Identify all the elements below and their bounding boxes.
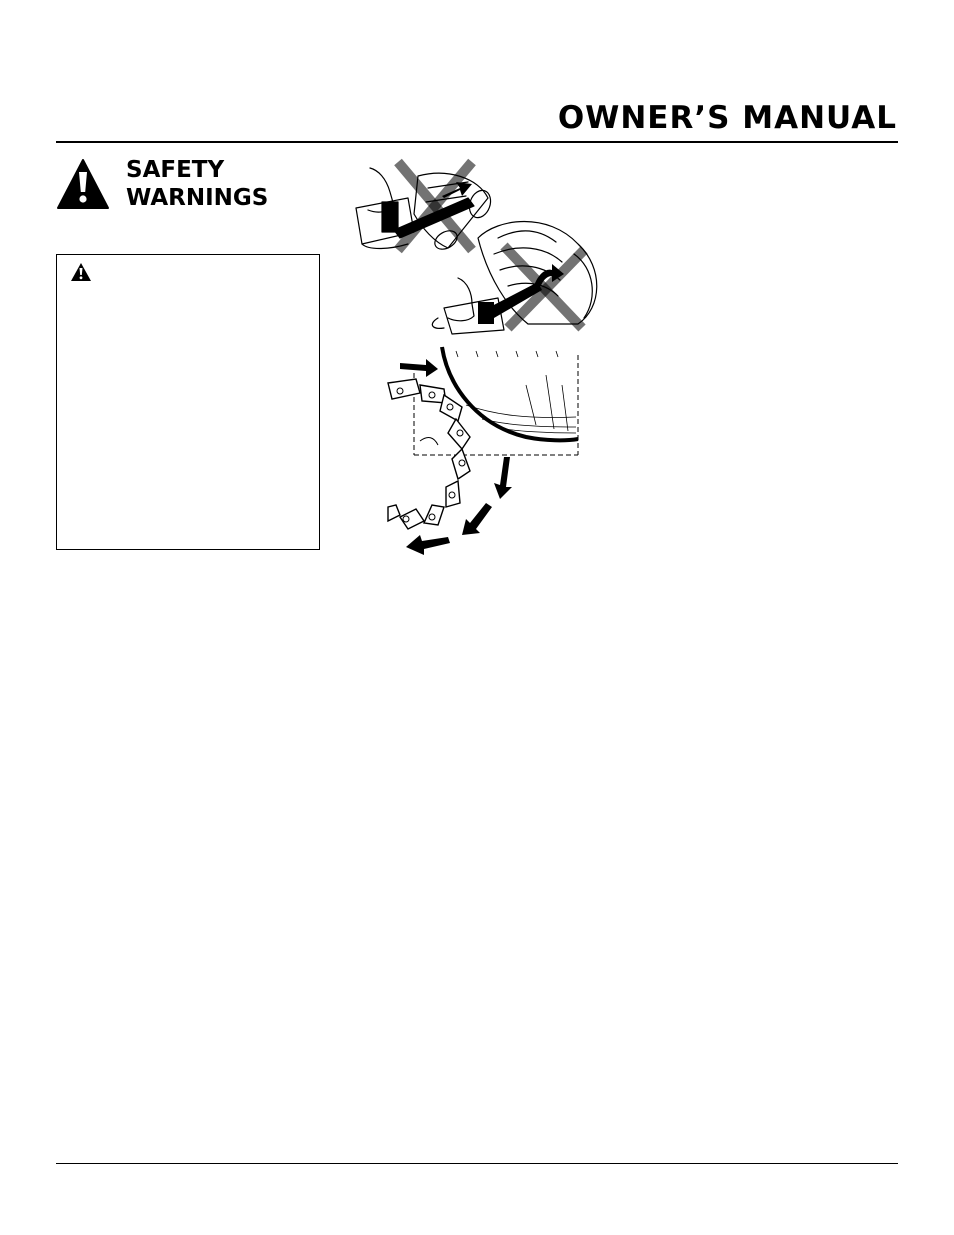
warning-triangle-icon [56,158,110,210]
section-title [126,156,268,212]
page-header-title: OWNER’S MANUAL [557,100,897,136]
header-divider [56,141,898,143]
section-title-line-2: WARNINGS [126,185,269,211]
kickback-incorrect-cutting-illustration [348,158,608,336]
section-title-line-1: SAFETY [126,157,225,183]
warning-triangle-icon [70,262,92,282]
saw-chain-cutting-diagram [386,345,586,560]
warning-box [56,254,320,550]
footer-divider [56,1163,898,1164]
